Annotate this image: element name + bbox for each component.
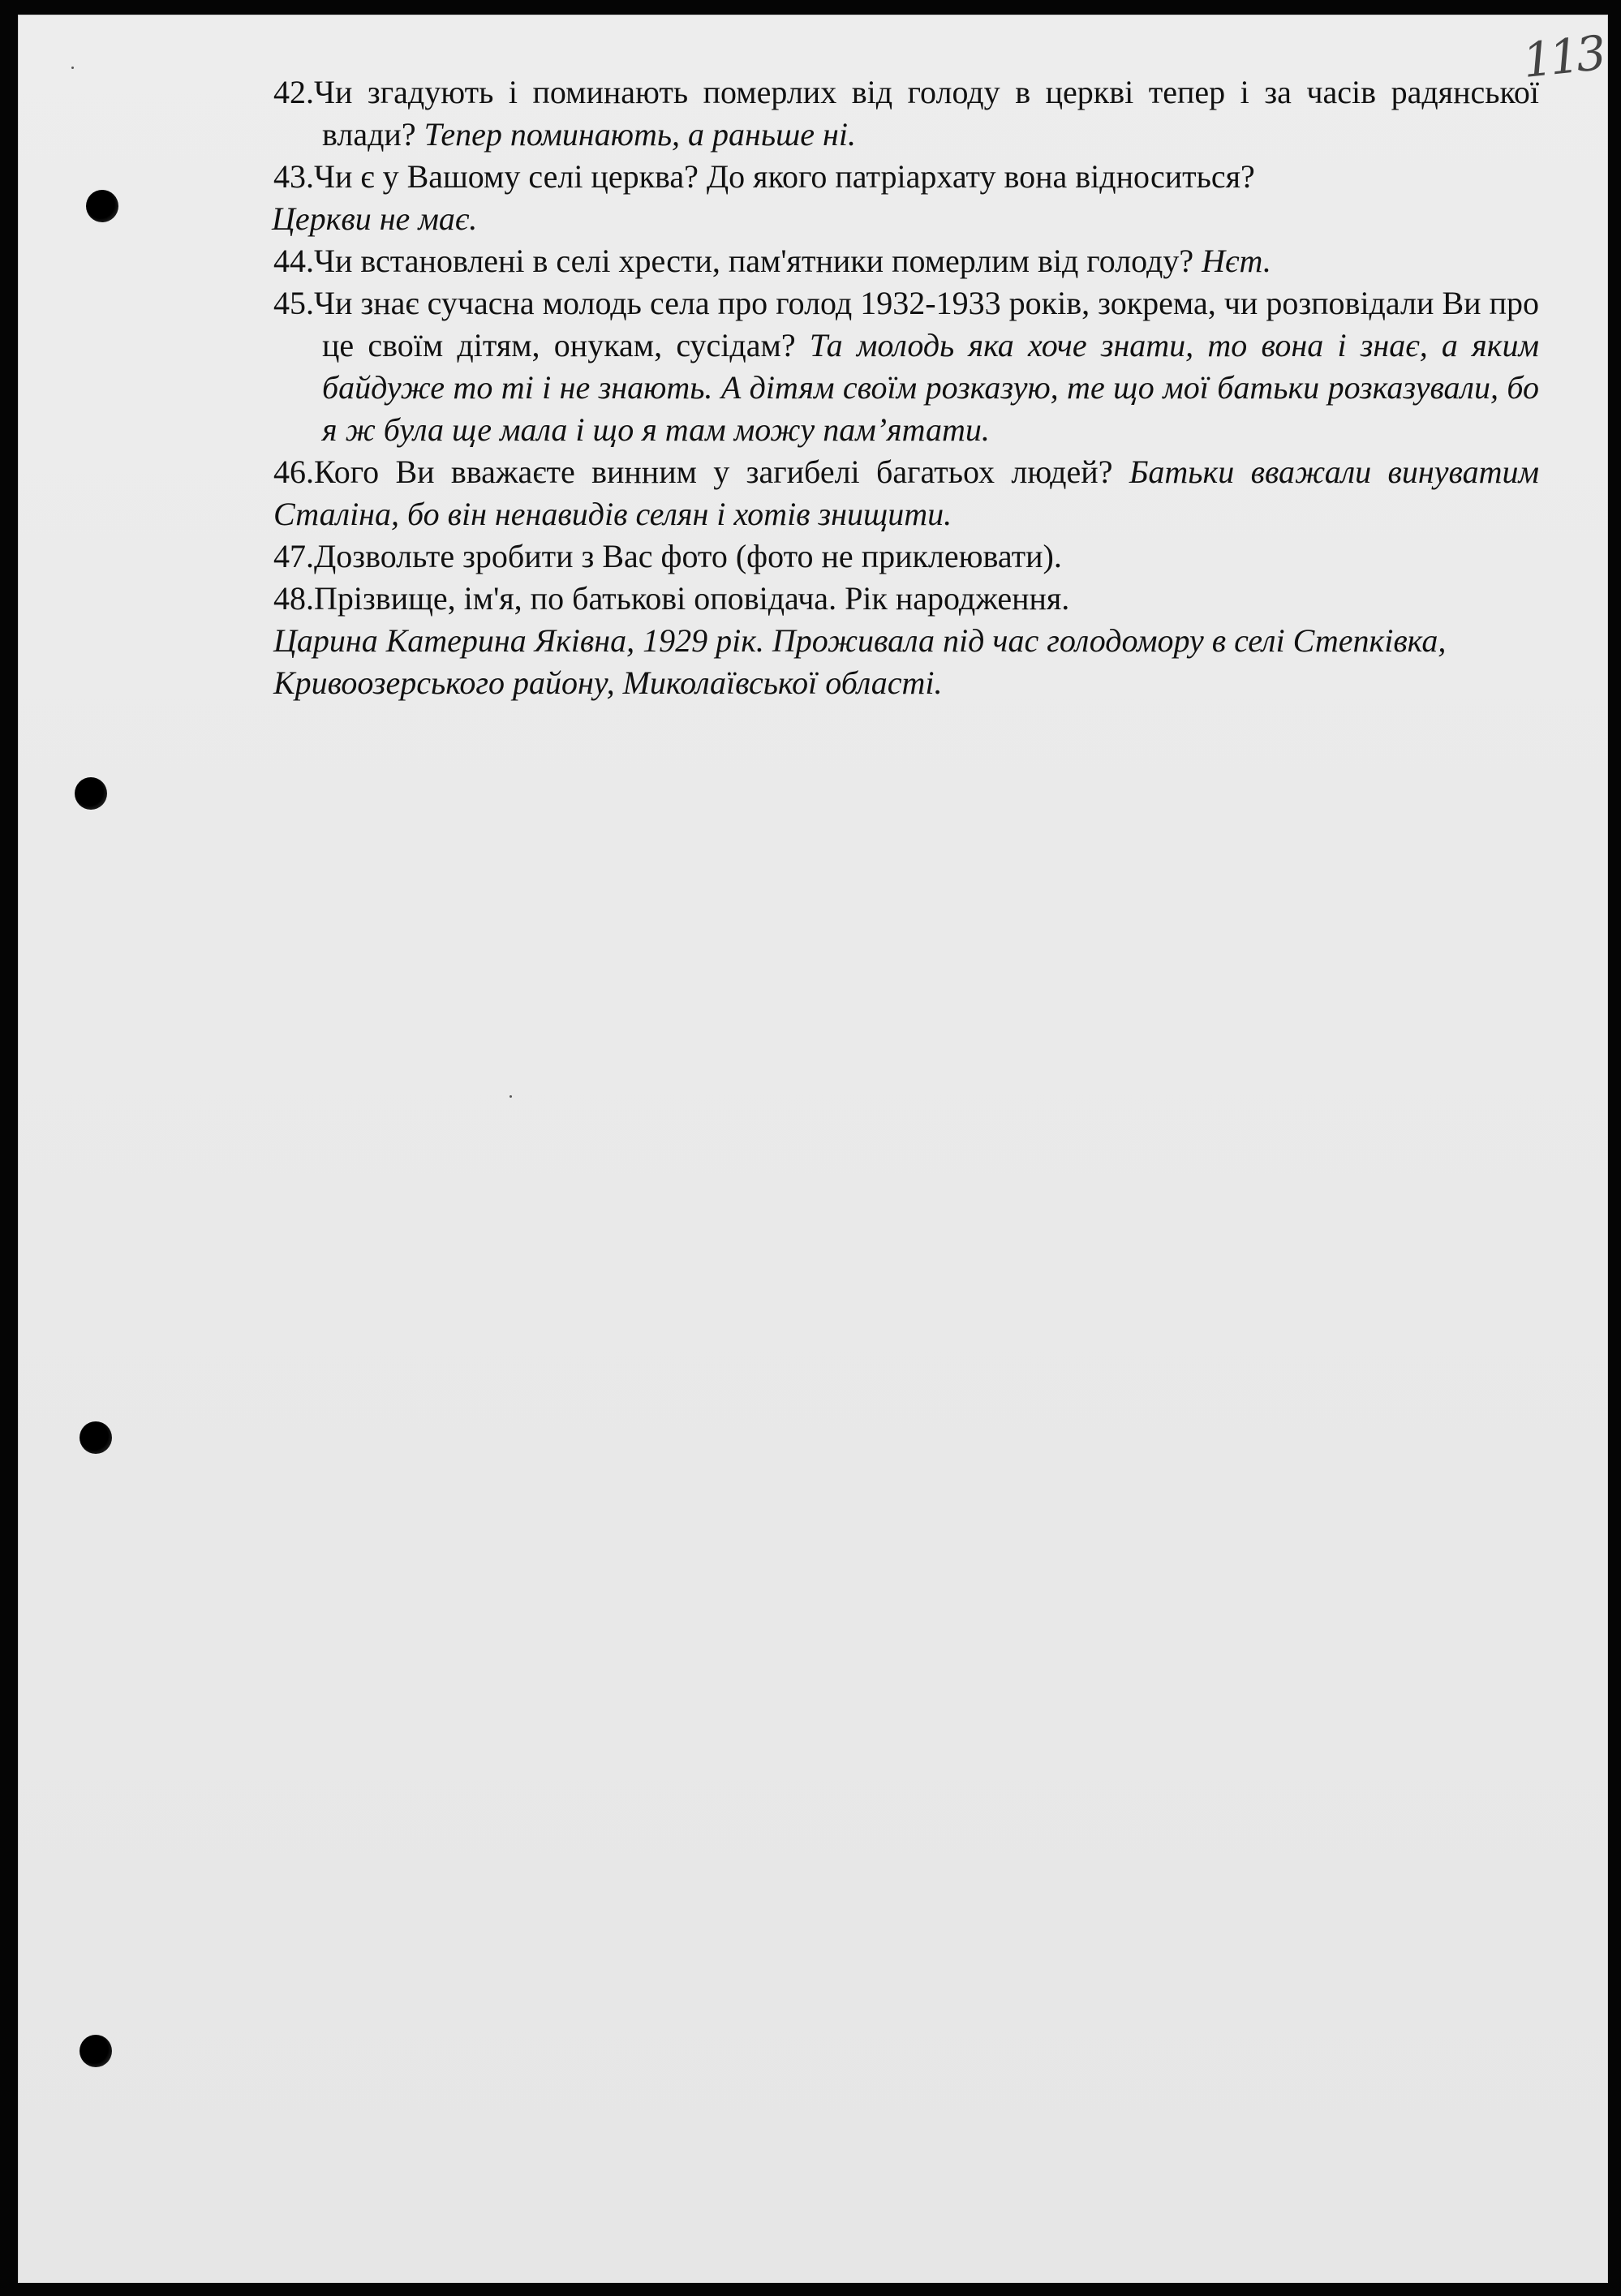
answer-43: Церкви не має.	[272, 200, 478, 237]
question-text: 45.Чи знає сучасна молодь села про голод 1932-1933 років, зокрема, чи розповідали Ви про це своїм дітям, онукам, сусідам?	[273, 285, 1539, 363]
paper-speck	[510, 1095, 512, 1098]
question-text: 46.Кого Ви вважаєте винним у загибелі багатьох людей?	[273, 454, 1129, 490]
question-text: 48.Прізвище, ім'я, по батькові оповідача. Рік народження.	[273, 580, 1070, 617]
question-48	[273, 578, 1539, 620]
question-43	[273, 156, 1539, 198]
punch-hole	[75, 777, 107, 810]
questionnaire-text	[273, 71, 1539, 704]
answer-text: Тепер поминають, а раньше ні.	[424, 116, 856, 153]
answer-text: Та молодь яка хоче знати, то вона і знає, а яким байдуже то ті і не знають. А дітям своїм розказую, те що мої батьки розказували, бо я ж була ще мала і що я там можу пам’ятати.	[322, 327, 1539, 448]
question-text: 42.Чи згадують і поминають померлих від голоду в церкві тепер і за часів радянської влади?	[273, 74, 1539, 153]
page-number: 113	[1520, 25, 1606, 88]
question-text: 47.Дозвольте зробити з Вас фото (фото не приклеювати).	[273, 538, 1062, 574]
question-42	[273, 71, 1539, 156]
question-45	[273, 282, 1539, 451]
punch-hole	[86, 190, 118, 222]
answer-text: Нєт.	[1202, 243, 1271, 279]
question-47	[273, 535, 1539, 578]
answer-48: Царина Катерина Яківна, 1929 рік. Проживала під час голодомору в селі Степківка, Кривоозерського району, Миколаївської області.	[273, 622, 1447, 701]
question-text: 44.Чи встановлені в селі хрести, пам'ятники померлим від голоду?	[273, 243, 1202, 279]
punch-hole	[80, 1421, 112, 1454]
answer-text: Батьки вважали винуватим Сталіна, бо він ненавидів селян і хотів знищити.	[273, 454, 1540, 532]
question-46	[273, 451, 1539, 535]
punch-hole	[80, 2035, 112, 2067]
paper-speck	[71, 67, 74, 69]
question-text: 43.Чи є у Вашому селі церква? До якого патріархату вона відноситься?	[273, 158, 1255, 195]
question-44	[273, 240, 1539, 282]
